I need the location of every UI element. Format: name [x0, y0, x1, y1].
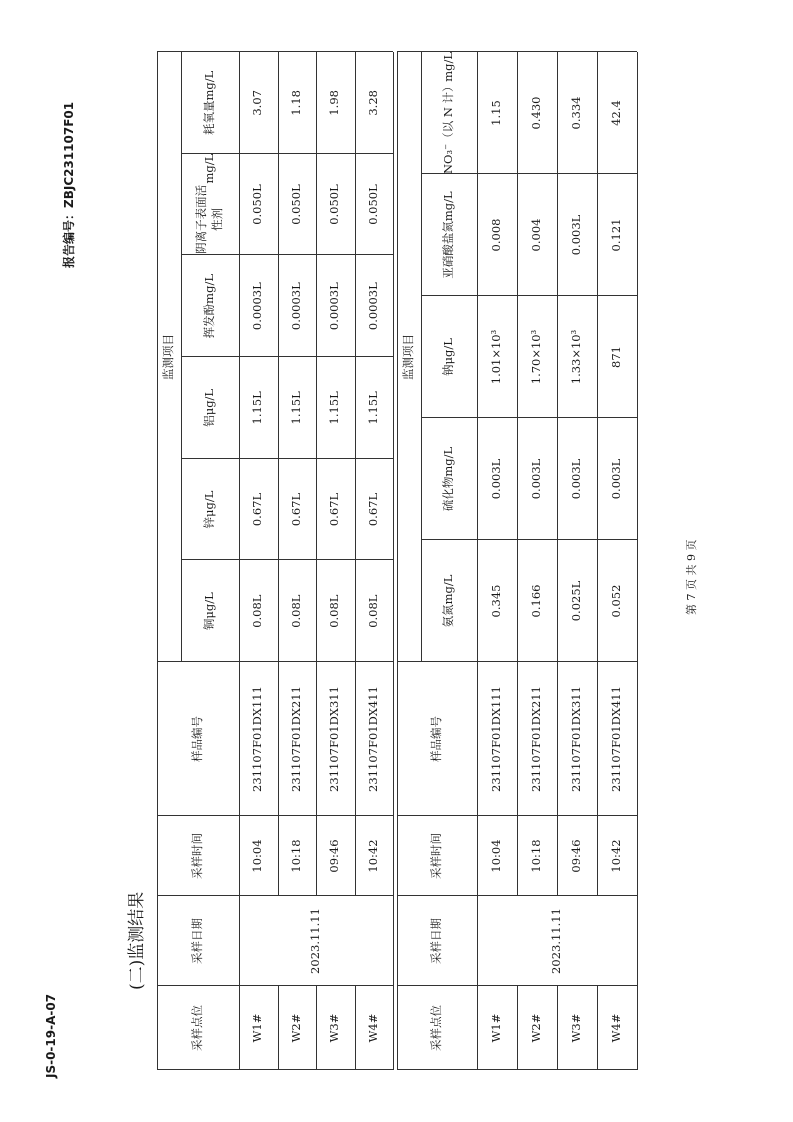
value-cell: 0.003L: [529, 458, 544, 500]
sample-cell: 231107F01DX111: [250, 686, 265, 792]
report-number: 报告编号：ZBJC231107F01: [62, 101, 76, 268]
value-cell: 0.0003L: [288, 282, 303, 331]
value-cell: 0.67L: [365, 492, 380, 527]
value-cell: 0.67L: [327, 492, 342, 527]
site-cell: W2#: [529, 1013, 544, 1043]
value-cell: 0.025L: [569, 580, 584, 622]
value-cell: 0.345: [489, 584, 504, 618]
param-header: 锌 μg/L: [202, 490, 217, 529]
value-cell: 1.15: [489, 100, 504, 126]
param-header: 耗氧量 mg/L: [202, 70, 217, 135]
site-cell: W1#: [489, 1013, 504, 1043]
param-header: 阴离子表面活性剂 mg/L: [194, 153, 224, 254]
site-cell: W3#: [327, 1013, 342, 1043]
value-cell: 0.0003L: [250, 282, 265, 331]
sample-header: 样品编号: [190, 716, 205, 762]
value-cell: 0.121: [609, 218, 624, 252]
param-header: 钠 μg/L: [441, 338, 456, 376]
value-cell: 1.70×10³: [529, 329, 544, 385]
date-header: 采样日期: [190, 918, 205, 964]
time-cell: 10:18: [529, 839, 544, 873]
value-cell: 3.07: [250, 90, 265, 116]
value-cell: 0.67L: [250, 492, 265, 527]
value-cell: 1.18: [288, 90, 303, 116]
value-cell: 0.08L: [365, 594, 380, 628]
value-cell: 1.15L: [365, 391, 380, 425]
time-cell: 10:18: [288, 839, 303, 873]
site-cell: W3#: [569, 1013, 584, 1043]
sample-cell: 231107F01DX311: [327, 686, 342, 792]
value-cell: 0.334: [569, 96, 584, 130]
site-cell: W4#: [365, 1013, 380, 1043]
param-header: 铝 μg/L: [202, 388, 217, 427]
param-header: 氨氮 mg/L: [441, 574, 456, 628]
sample-cell: 231107F01DX411: [609, 686, 624, 792]
value-cell: 1.33×10³: [569, 329, 584, 385]
value-cell: 42.4: [609, 100, 624, 126]
value-cell: 0.430: [529, 96, 544, 130]
value-cell: 0.08L: [250, 594, 265, 628]
site-cell: W4#: [609, 1013, 624, 1043]
value-cell: 0.050L: [288, 184, 303, 225]
site-header: 采样点位: [429, 1005, 444, 1051]
value-cell: 1.98: [327, 90, 342, 116]
value-cell: 871: [609, 346, 624, 368]
sampling-date: 2023.11.11: [308, 908, 323, 974]
value-cell: 0.003L: [569, 458, 584, 500]
param-header: NO₃⁻（以 N 计） mg/L: [441, 52, 456, 174]
time-header: 采样时间: [190, 833, 205, 879]
value-cell: 0.050L: [327, 184, 342, 225]
param-header: 硫化物 mg/L: [441, 446, 456, 512]
value-cell: 0.67L: [288, 492, 303, 527]
value-cell: 3.28: [365, 90, 380, 116]
site-cell: W1#: [250, 1013, 265, 1043]
sample-cell: 231107F01DX411: [365, 686, 380, 792]
time-cell: 10:42: [365, 839, 380, 873]
value-cell: 0.0003L: [327, 282, 342, 331]
param-header: 铜 μg/L: [202, 592, 217, 631]
value-cell: 0.004: [529, 218, 544, 252]
sample-cell: 231107F01DX311: [569, 686, 584, 792]
value-cell: 0.003L: [609, 458, 624, 500]
page-footer: 第 7 页 共 9 页: [685, 539, 698, 615]
value-cell: 0.008: [489, 218, 504, 252]
time-cell: 10:42: [609, 839, 624, 873]
value-cell: 0.08L: [327, 594, 342, 628]
value-cell: 1.15L: [250, 391, 265, 425]
site-header: 采样点位: [190, 1005, 205, 1051]
site-cell: W2#: [288, 1013, 303, 1043]
sampling-date: 2023.11.11: [549, 908, 564, 974]
sample-header: 样品编号: [429, 716, 444, 762]
value-cell: 0.166: [529, 584, 544, 618]
group-title: 监测项目: [161, 334, 176, 380]
value-cell: 1.15L: [327, 391, 342, 425]
form-code: JS-0-19-A-07: [44, 993, 58, 1078]
value-cell: 0.003L: [489, 458, 504, 500]
value-cell: 0.050L: [365, 184, 380, 225]
value-cell: 1.01×10³: [489, 329, 504, 385]
time-cell: 10:04: [489, 839, 504, 873]
table-border: [637, 52, 638, 1070]
group-title: 监测项目: [401, 334, 416, 380]
time-cell: 09:46: [569, 839, 584, 873]
param-header: 亚硝酸盐氮 mg/L: [441, 191, 456, 279]
value-cell: 0.08L: [288, 594, 303, 628]
table-border: [393, 52, 394, 1070]
sample-cell: 231107F01DX211: [529, 686, 544, 792]
sample-cell: 231107F01DX111: [489, 686, 504, 792]
value-cell: 0.052: [609, 584, 624, 618]
param-header: 挥发酚 mg/L: [202, 274, 217, 339]
date-header: 采样日期: [429, 918, 444, 964]
time-header: 采样时间: [429, 833, 444, 879]
value-cell: 0.003L: [569, 214, 584, 256]
section-title: (二)监测结果: [127, 891, 147, 990]
time-cell: 09:46: [327, 839, 342, 873]
value-cell: 0.0003L: [365, 282, 380, 331]
value-cell: 1.15L: [288, 391, 303, 425]
time-cell: 10:04: [250, 839, 265, 873]
sample-cell: 231107F01DX211: [288, 686, 303, 792]
value-cell: 0.050L: [250, 184, 265, 225]
